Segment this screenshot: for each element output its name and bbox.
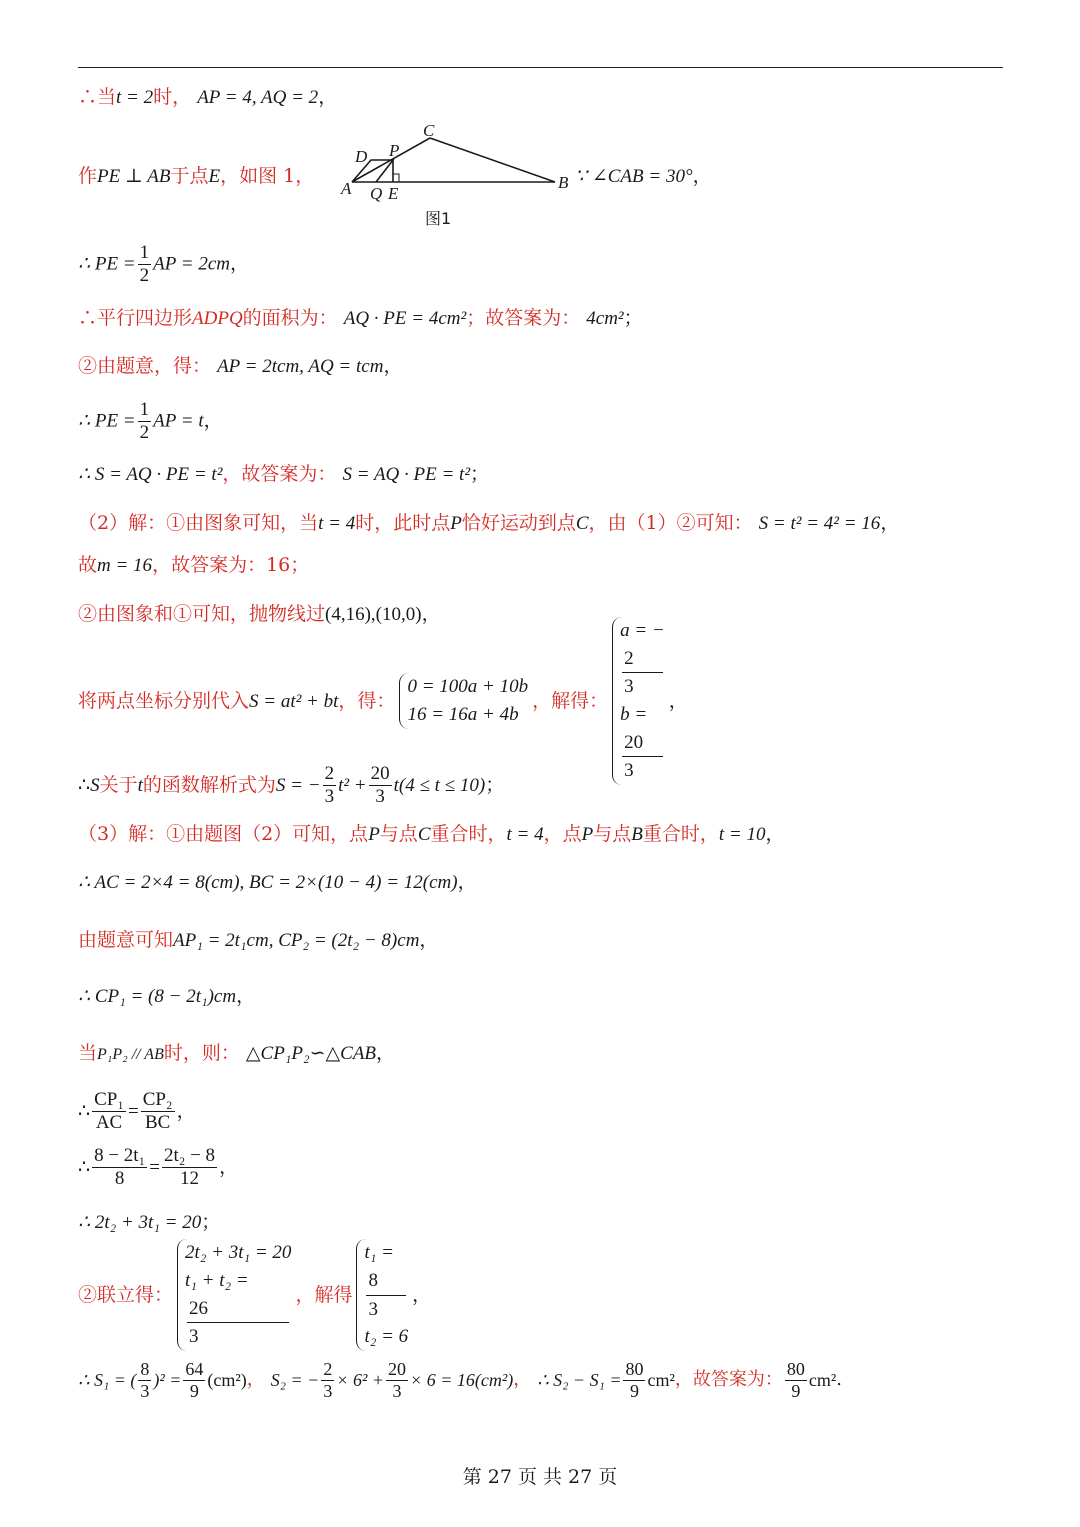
line-13: （3）解：①由题图（2）可知，点P与点C重合时，t = 4，点P与点B重合时，t = 10， [78, 823, 785, 845]
line-5: ②由题意，得： AP = 2tcm, AQ = tcm， [78, 355, 403, 377]
line-17: 当P₁P₂ // AB时，则： △CP₁P₂∽△CAB， [78, 1042, 396, 1064]
line-21: ②联立得： 2t₂ + 3t₁ = 20 t₁ + t₂ = 26 3 ，解得 t₁ = 8 3 t₂ = 6 ， [78, 1256, 431, 1334]
figure-label-c: C [423, 121, 435, 140]
system-solution: a = − 2 3 b = 20 3 [612, 617, 665, 784]
line-6: ∴ PE = $\frac{1}{2}$ AP = t， [78, 399, 223, 443]
line-4: ∴平行四边形ADPQ的面积为： AQ · PE = 4cm²；故答案为： 4cm²； [78, 307, 643, 329]
figure-label-q: Q [370, 184, 383, 203]
line-18: ∴ $\frac{\text{CP₁}}{AC}$ = $\frac{\text{CP₂}}{BC}$ ， [78, 1088, 196, 1133]
line-16: ∴ CP₁ = (8 − 2t₁)cm， [78, 985, 256, 1007]
line-7: ∴ S = AQ · PE = t²，故答案为： S = AQ · PE = t²； [78, 463, 490, 485]
line-1: ∴当t = 2时， AP = 4, AQ = 2， [78, 86, 338, 108]
line-20: ∴ 2t₂ + 3t₁ = 20； [78, 1211, 221, 1233]
line-19: ∴ $\frac{\text{8 − 2t₁}}{8}$ = $\frac{\text{2t₂ − 8}}{12}$ ， [78, 1144, 239, 1189]
line-12: ∴ S 关于 t 的函数解析式为 S = − $\frac{2}{3}$ t² + $\frac{20}{3}$ t(4 ≤ t ≤ 10) ； [78, 762, 505, 807]
line-11: 将两点坐标分别代入 S = at² + bt ，得： 0 = 100a + 10b 16 = 16a + 4b ，解得： a = − 2 3 b = 20 3 ， [78, 652, 688, 750]
system-equations: 0 = 100a + 10b 16 = 16a + 4b [399, 673, 528, 728]
figure-label-d: D [355, 147, 368, 166]
line-2-angle: ∵ ∠CAB = 30°， [575, 165, 712, 187]
line-8: （2）解：①由图象可知，当t = 4时，此时点P恰好运动到点C，由（1）②可知： S = t² = 4² = 16， [78, 512, 900, 534]
header-rule [78, 67, 1003, 68]
combined-solution: t₁ = 8 3 t₂ = 6 [356, 1239, 408, 1350]
line-22: ∴ S₁ = ( $\frac{8}{3}$ )² = $\frac{64}{9}$ (cm²) ， S₂ = − $\frac{2}{3}$ × 6² + $\frac{20}{3}$ × 6 = 16(cm²) ， ∴ S₂ − S₁ = $\frac{80}{9}$ cm² ，故答案为： $\frac{80}{9}$ cm² . [78, 1358, 842, 1401]
figure-1 [338, 118, 578, 230]
line-14: ∴ AC = 2×4 = 8(cm), BC = 2×(10 − 4) = 12(cm)， [78, 871, 477, 893]
page-footer: 第 27 页 共 27 页 [462, 1466, 618, 1488]
line-9: 故m = 16，故答案为：16； [78, 554, 310, 576]
figure-label-b: B [558, 173, 569, 192]
line-15: 由题意可知AP₁ = 2t₁cm, CP₂ = (2t₂ − 8)cm， [78, 929, 439, 951]
figure-label-p: P [389, 141, 400, 160]
figure-caption: 图1 [425, 209, 452, 228]
figure-label-a: A [341, 179, 352, 198]
figure-label-e: E [388, 184, 399, 203]
line-10: ②由图象和①可知，抛物线过(4,16),(10,0)， [78, 603, 441, 625]
line-2: 作PE ⊥ AB于点E，如图 1， [78, 165, 315, 187]
line-3: ∴ PE = $\frac{1}{2}$ AP = 2cm， [78, 242, 249, 286]
combined-system: 2t₂ + 3t₁ = 20 t₁ + t₂ = 26 3 [177, 1239, 291, 1350]
